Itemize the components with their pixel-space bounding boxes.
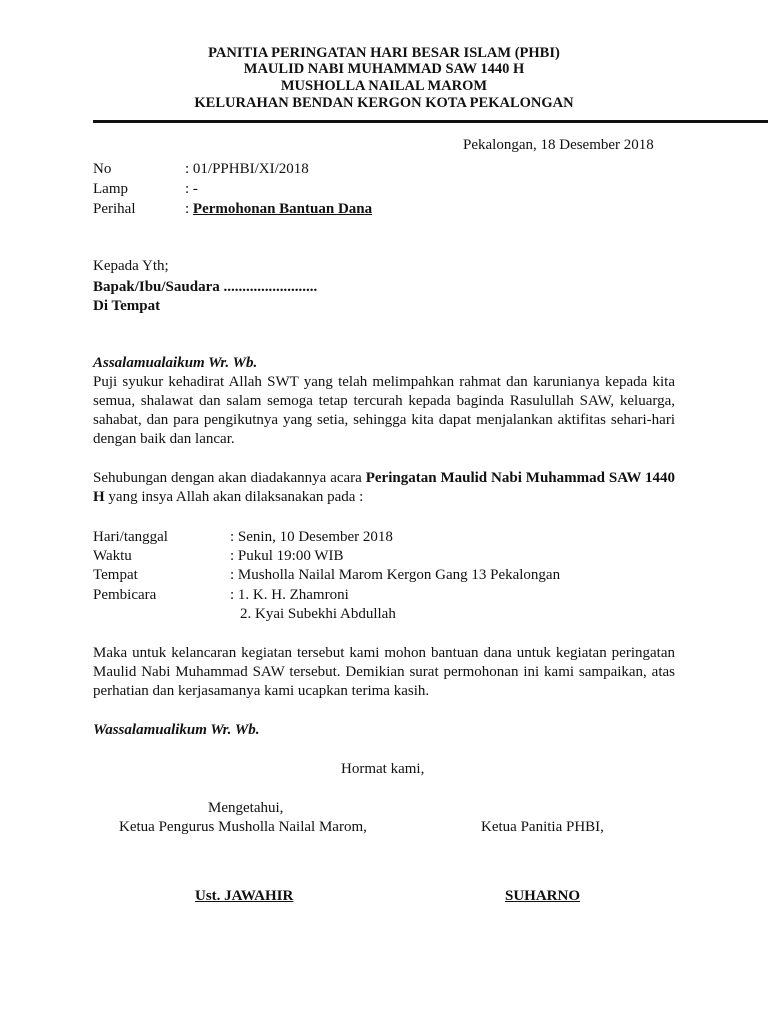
detail-label-date: Hari/tanggal: [93, 529, 168, 545]
event-paragraph-intro: Sehubungan dengan akan diadakannya acara: [93, 470, 366, 486]
event-name: Peringatan Maulid Nabi Muhammad SAW 1440 H: [93, 470, 676, 505]
meta-label-perihal: Perihal: [93, 201, 136, 217]
right-signatory-title: Ketua Panitia PHBI,: [481, 819, 604, 835]
detail-value-speaker-1: : 1. K. H. Zhamroni: [230, 587, 349, 603]
detail-value-time: : Pukul 19:00 WIB: [230, 548, 344, 564]
detail-value-place: : Musholla Nailal Marom Kergon Gang 13 Pekalongan: [230, 567, 561, 583]
detail-label-place: Tempat: [93, 567, 138, 583]
closing-paragraph: Maka untuk kelancaran kegiatan tersebut kami mohon bantuan dana untuk kegiatan peringatan Maulid Nabi Muhammad SAW tersebut. Demikian surat permohonan ini kami sampaikan, atas perhatian dan kerjasamanya kami ucapkan terima kasih.: [93, 645, 675, 699]
meta-value-no: : 01/PPHBI/XI/2018: [185, 161, 309, 177]
letterhead-divider: [93, 120, 768, 123]
subject-text: Permohonan Bantuan Dana: [192, 201, 373, 217]
letterhead-line-3: MUSHOLLA NAILAL MAROM: [280, 78, 488, 94]
letterhead-line-4: KELURAHAN BENDAN KERGON KOTA PEKALONGAN: [194, 95, 574, 111]
letter-date: Pekalongan, 18 Desember 2018: [463, 137, 654, 153]
left-signatory-name: Ust. JAWAHIR: [195, 888, 294, 904]
meta-prefix-perihal: :: [185, 201, 193, 217]
detail-label-time: Waktu: [93, 548, 132, 564]
detail-label-speaker: Pembicara: [93, 587, 157, 603]
event-paragraph-outro: yang insya Allah akan dilaksanakan pada :: [104, 489, 364, 505]
opening-greeting: Assalamualaikum Wr. Wb.: [93, 355, 258, 371]
meta-label-no: No: [93, 161, 112, 177]
detail-value-speaker-2: 2. Kyai Subekhi Abdullah: [240, 606, 396, 622]
recipient-name: Bapak/Ibu/Saudara .........................: [93, 279, 318, 295]
recipient-salutation: Kepada Yth;: [93, 258, 169, 274]
meta-label-lamp: Lamp: [93, 181, 128, 197]
recipient-place: Di Tempat: [93, 298, 161, 314]
closing-greeting: Wassalamualikum Wr. Wb.: [93, 722, 260, 738]
acknowledged-label: Mengetahui,: [208, 800, 284, 816]
detail-value-date: : Senin, 10 Desember 2018: [230, 529, 393, 545]
letterhead-line-2: MAULID NABI MUHAMMAD SAW 1440 H: [243, 61, 525, 77]
right-signatory-name: SUHARNO: [505, 888, 581, 904]
letterhead-line-1: PANITIA PERINGATAN HARI BESAR ISLAM (PHBI): [208, 45, 560, 61]
regards-text: Hormat kami,: [341, 761, 425, 777]
meta-value-perihal: [185, 200, 372, 219]
opening-paragraph: Puji syukur kehadirat Allah SWT yang telah melimpahkan rahmat dan karunianya kepada kita semua, shalawat dan salam semoga tetap tercurah kepada baginda Rasulullah SAW, keluarga, sahabat, dan para pengikutnya yang setia, sehingga kita dapat menjalankan aktifitas sehari-hari dengan baik dan lancar.: [93, 374, 675, 447]
meta-value-lamp: : -: [185, 181, 198, 197]
left-signatory-title: Ketua Pengurus Musholla Nailal Marom,: [119, 819, 367, 835]
event-paragraph: [93, 469, 675, 507]
